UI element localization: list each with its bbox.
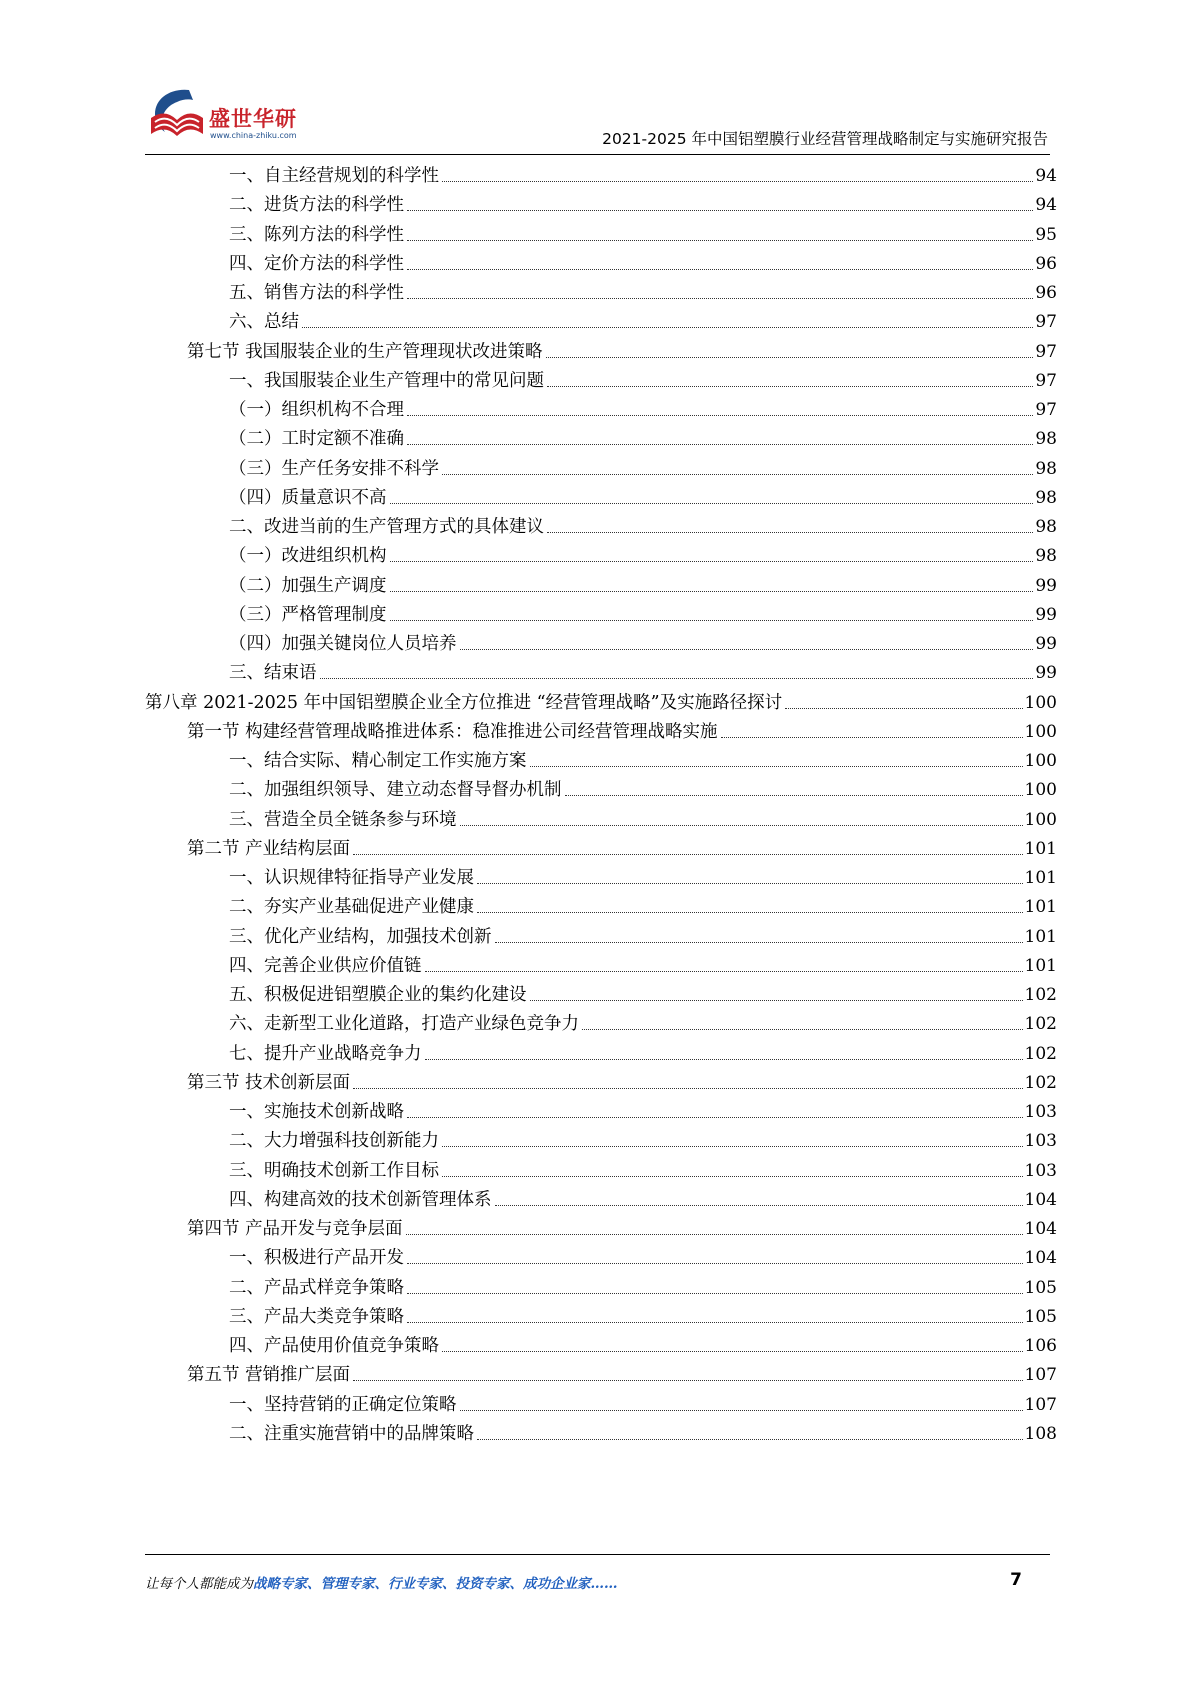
toc-entry-title: 一、自主经营规划的科学性 <box>229 166 439 186</box>
toc-entry[interactable] <box>187 1358 1057 1389</box>
toc-entry-title: 一、我国服装企业生产管理中的常见问题 <box>229 370 544 391</box>
toc-entry[interactable] <box>229 1271 1057 1302</box>
toc-entry-title: 四、定价方法的科学性 <box>229 253 404 274</box>
toc-entry-title: 第七节 我国服装企业的生产管理现状改进策略 <box>187 341 543 362</box>
toc-entry-page: 101 <box>1024 838 1057 859</box>
toc-entry[interactable] <box>229 1124 1057 1155</box>
toc-entry-title: 二、夯实产业基础促进产业健康 <box>229 897 474 918</box>
toc-entry[interactable] <box>229 276 1057 307</box>
toc-entry[interactable] <box>229 452 1057 483</box>
report-title: 2021-2025 年中国铝塑膜行业经营管理战略制定与实施研究报告 <box>602 130 1048 148</box>
toc-entry-title: 三、产品大类竞争策略 <box>229 1306 404 1327</box>
toc-dot-leader <box>530 1000 1023 1001</box>
toc-entry-page: 106 <box>1024 1336 1057 1356</box>
toc-entry[interactable] <box>187 1212 1057 1243</box>
toc-entry[interactable] <box>145 686 1057 717</box>
toc-entry-page: 107 <box>1024 1365 1057 1386</box>
toc-entry-page: 98 <box>1035 517 1057 537</box>
toc-entry-title: 二、加强组织领导、建立动态督导督办机制 <box>229 780 562 801</box>
toc-entry-page: 107 <box>1024 1394 1057 1415</box>
toc-entry-title: 一、坚持营销的正确定位策略 <box>229 1394 457 1415</box>
toc-dot-leader <box>407 298 1033 299</box>
toc-entry-title: 二、进货方法的科学性 <box>229 195 404 216</box>
toc-entry[interactable] <box>229 949 1057 980</box>
logo-emblem-icon <box>145 86 209 144</box>
page-number: 7 <box>1010 1570 1022 1590</box>
toc-entry-page: 98 <box>1035 458 1057 479</box>
toc-entry-title: 一、实施技术创新战略 <box>229 1102 404 1122</box>
toc-entry-page: 95 <box>1035 224 1057 245</box>
toc-entry-page: 98 <box>1035 487 1057 508</box>
toc-entry-title: 第四节 产品开发与竞争层面 <box>187 1219 403 1239</box>
toc-entry-page: 100 <box>1024 780 1057 801</box>
toc-entry[interactable] <box>229 1241 1057 1272</box>
toc-entry-title: 五、销售方法的科学性 <box>229 283 404 303</box>
toc-entry-page: 108 <box>1024 1423 1057 1444</box>
toc-entry-title: 第八章 2021-2025 年中国铝塑膜企业全方位推进 “经营管理战略”及实施路径探讨 <box>145 692 783 713</box>
toc-entry[interactable] <box>229 1095 1057 1126</box>
toc-entry-page: 102 <box>1024 1043 1057 1064</box>
toc-entry[interactable] <box>229 569 1057 600</box>
toc-entry[interactable] <box>229 1037 1057 1068</box>
toc-dot-leader <box>407 1293 1023 1294</box>
toc-dot-leader <box>442 474 1033 475</box>
toc-entry-title: 第一节 构建经营管理战略推进体系：稳准推进公司经营管理战略实施 <box>187 721 718 742</box>
toc-dot-leader <box>460 825 1023 826</box>
toc-dot-leader <box>407 1117 1023 1118</box>
toc-dot-leader <box>547 386 1033 387</box>
toc-entry[interactable] <box>187 715 1057 746</box>
footer-slogan-roles: 战略专家、管理专家、行业专家、投资专家、成功企业家…… <box>253 1576 618 1592</box>
toc-entry-page: 98 <box>1035 546 1057 567</box>
toc-entry[interactable] <box>229 305 1057 336</box>
toc-entry-page: 97 <box>1035 312 1057 333</box>
toc-dot-leader <box>425 1059 1023 1060</box>
toc-entry-page: 104 <box>1024 1189 1057 1210</box>
toc-entry-page: 104 <box>1024 1219 1057 1239</box>
toc-dot-leader <box>390 503 1034 504</box>
toc-entry-page: 101 <box>1024 955 1057 976</box>
toc-entry-title: 二、改进当前的生产管理方式的具体建议 <box>229 517 544 537</box>
toc-entry[interactable] <box>229 1329 1057 1360</box>
toc-entry-title: 三、结束语 <box>229 663 317 684</box>
page-header <box>145 78 1050 155</box>
toc-entry[interactable] <box>229 159 1057 190</box>
toc-entry-title: 六、总结 <box>229 312 299 333</box>
toc-entry-page: 103 <box>1024 1102 1057 1122</box>
toc-entry-title: （四）质量意识不高 <box>229 487 387 508</box>
toc-entry-page: 102 <box>1024 1072 1057 1093</box>
toc-entry[interactable] <box>229 920 1057 951</box>
toc-entry-page: 99 <box>1035 634 1057 654</box>
toc-entry-page: 105 <box>1024 1306 1057 1327</box>
toc-entry-page: 103 <box>1024 1131 1057 1152</box>
toc-entry-page: 102 <box>1024 985 1057 1005</box>
toc-entry-title: 第二节 产业结构层面 <box>187 838 351 859</box>
toc-dot-leader <box>460 649 1034 650</box>
toc-dot-leader <box>530 766 1023 767</box>
toc-entry-page: 100 <box>1024 751 1057 771</box>
toc-entry-page: 101 <box>1024 897 1057 918</box>
toc-entry[interactable] <box>229 978 1057 1009</box>
toc-entry-page: 105 <box>1024 1277 1057 1298</box>
toc-entry[interactable] <box>229 1154 1057 1185</box>
toc-entry[interactable] <box>229 773 1057 804</box>
toc-entry-title: 第三节 技术创新层面 <box>187 1072 351 1093</box>
toc-entry-title: 三、营造全员全链条参与环境 <box>229 809 457 830</box>
footer-slogan-lead: 让每个人都能成为 <box>145 1576 253 1592</box>
toc-entry-title: 三、明确技术创新工作目标 <box>229 1160 439 1181</box>
toc-entry-title: 四、产品使用价值竞争策略 <box>229 1336 439 1356</box>
toc-entry-page: 102 <box>1024 1014 1057 1035</box>
toc-dot-leader <box>442 1351 1023 1352</box>
toc-dot-leader <box>477 883 1023 884</box>
toc-entry-title: 二、大力增强科技创新能力 <box>229 1131 439 1152</box>
toc-entry[interactable] <box>229 422 1057 453</box>
toc-dot-leader <box>302 327 1033 328</box>
footer-divider <box>145 1554 1050 1555</box>
toc-entry[interactable] <box>229 1183 1057 1214</box>
toc-dot-leader <box>460 1410 1023 1411</box>
toc-dot-leader <box>442 181 1033 182</box>
toc-dot-leader <box>477 1439 1023 1440</box>
toc-dot-leader <box>425 971 1023 972</box>
toc-entry-title: 二、产品式样竞争策略 <box>229 1277 404 1298</box>
toc-entry-page: 96 <box>1035 253 1057 274</box>
toc-dot-leader <box>477 912 1023 913</box>
toc-entry[interactable] <box>229 364 1057 395</box>
toc-dot-leader <box>407 210 1033 211</box>
toc-entry-page: 101 <box>1024 926 1057 947</box>
toc-entry-page: 96 <box>1035 283 1057 303</box>
toc-entry-page: 94 <box>1035 195 1057 216</box>
toc-dot-leader <box>353 854 1022 855</box>
toc-entry-title: 一、结合实际、精心制定工作实施方案 <box>229 751 527 771</box>
toc-entry[interactable] <box>187 335 1057 366</box>
toc-dot-leader <box>582 1029 1023 1030</box>
page-footer <box>145 1572 1050 1596</box>
toc-dot-leader <box>390 620 1034 621</box>
toc-entry-page: 100 <box>1024 721 1057 742</box>
toc-entry-title: 六、走新型工业化道路，打造产业绿色竞争力 <box>229 1014 579 1035</box>
toc-entry-page: 99 <box>1035 663 1057 684</box>
toc-dot-leader <box>495 1205 1023 1206</box>
toc-dot-leader <box>547 532 1033 533</box>
toc-entry[interactable] <box>229 218 1057 249</box>
toc-dot-leader <box>407 1322 1023 1323</box>
toc-entry[interactable] <box>229 1388 1057 1419</box>
toc-entry[interactable] <box>229 598 1057 629</box>
toc-entry[interactable] <box>229 510 1057 541</box>
toc-entry-page: 99 <box>1035 575 1057 596</box>
toc-entry[interactable] <box>229 1007 1057 1038</box>
brand-url: www.china-zhiku.com <box>210 131 297 140</box>
toc-entry[interactable] <box>229 1417 1057 1448</box>
toc-entry-page: 94 <box>1035 166 1057 186</box>
toc-dot-leader <box>442 1146 1023 1147</box>
toc-entry[interactable] <box>187 832 1057 863</box>
toc-dot-leader <box>407 415 1033 416</box>
toc-entry[interactable] <box>229 188 1057 219</box>
toc-entry[interactable] <box>229 1300 1057 1331</box>
toc-entry-page: 100 <box>1024 692 1057 713</box>
toc-entry-title: （三）严格管理制度 <box>229 604 387 625</box>
toc-entry-title: （一）改进组织机构 <box>229 546 387 567</box>
toc-dot-leader <box>407 240 1033 241</box>
toc-entry-title: 二、注重实施营销中的品牌策略 <box>229 1423 474 1444</box>
toc-entry[interactable] <box>229 656 1057 687</box>
toc-dot-leader <box>721 737 1023 738</box>
toc-entry-title: 四、完善企业供应价值链 <box>229 955 422 976</box>
toc-dot-leader <box>785 708 1022 709</box>
toc-entry-page: 97 <box>1035 400 1057 420</box>
toc-entry-title: 第五节 营销推广层面 <box>187 1365 351 1386</box>
toc-dot-leader <box>407 1263 1023 1264</box>
toc-entry-page: 97 <box>1035 370 1057 391</box>
toc-entry-title: （一）组织机构不合理 <box>229 400 404 420</box>
logo <box>145 78 325 148</box>
toc-entry-title: 三、优化产业结构，加强技术创新 <box>229 926 492 947</box>
toc-entry-page: 98 <box>1035 429 1057 450</box>
toc-dot-leader <box>407 444 1033 445</box>
toc-entry-title: （二）加强生产调度 <box>229 575 387 596</box>
toc-dot-leader <box>565 795 1023 796</box>
toc-entry[interactable] <box>229 481 1057 512</box>
toc-entry[interactable] <box>229 803 1057 834</box>
toc-entry-title: 七、提升产业战略竞争力 <box>229 1043 422 1064</box>
toc-entry-title: 四、构建高效的技术创新管理体系 <box>229 1189 492 1210</box>
toc-entry-title: 一、认识规律特征指导产业发展 <box>229 868 474 888</box>
toc-entry[interactable] <box>229 861 1057 892</box>
toc-entry[interactable] <box>229 539 1057 570</box>
toc-entry-title: 三、陈列方法的科学性 <box>229 224 404 245</box>
toc-entry-page: 100 <box>1024 809 1057 830</box>
toc-entry[interactable] <box>229 393 1057 424</box>
toc-entry[interactable] <box>229 744 1057 775</box>
toc-entry-title: 一、积极进行产品开发 <box>229 1248 404 1269</box>
toc-entry-page: 101 <box>1024 868 1057 888</box>
toc-dot-leader <box>390 561 1034 562</box>
toc-entry-title: （二）工时定额不准确 <box>229 429 404 450</box>
toc-entry[interactable] <box>187 1066 1057 1097</box>
toc-dot-leader <box>546 357 1034 358</box>
toc-entry-title: （四）加强关键岗位人员培养 <box>229 634 457 654</box>
brand-name: 盛世华研 <box>209 107 297 131</box>
toc-entry[interactable] <box>229 247 1057 278</box>
toc-entry-page: 97 <box>1035 341 1057 362</box>
toc-dot-leader <box>390 591 1034 592</box>
toc-dot-leader <box>442 1176 1023 1177</box>
toc-dot-leader <box>406 1234 1023 1235</box>
toc-dot-leader <box>495 942 1023 943</box>
toc-entry-page: 99 <box>1035 604 1057 625</box>
toc-entry-page: 104 <box>1024 1248 1057 1269</box>
toc-entry[interactable] <box>229 890 1057 921</box>
toc-dot-leader <box>320 678 1034 679</box>
toc-dot-leader <box>407 269 1033 270</box>
toc-entry-page: 103 <box>1024 1160 1057 1181</box>
toc-dot-leader <box>353 1380 1022 1381</box>
toc-entry[interactable] <box>229 627 1057 658</box>
toc-entry-title: 五、积极促进铝塑膜企业的集约化建设 <box>229 985 527 1005</box>
toc-dot-leader <box>353 1088 1022 1089</box>
toc-entry-title: （三）生产任务安排不科学 <box>229 458 439 479</box>
